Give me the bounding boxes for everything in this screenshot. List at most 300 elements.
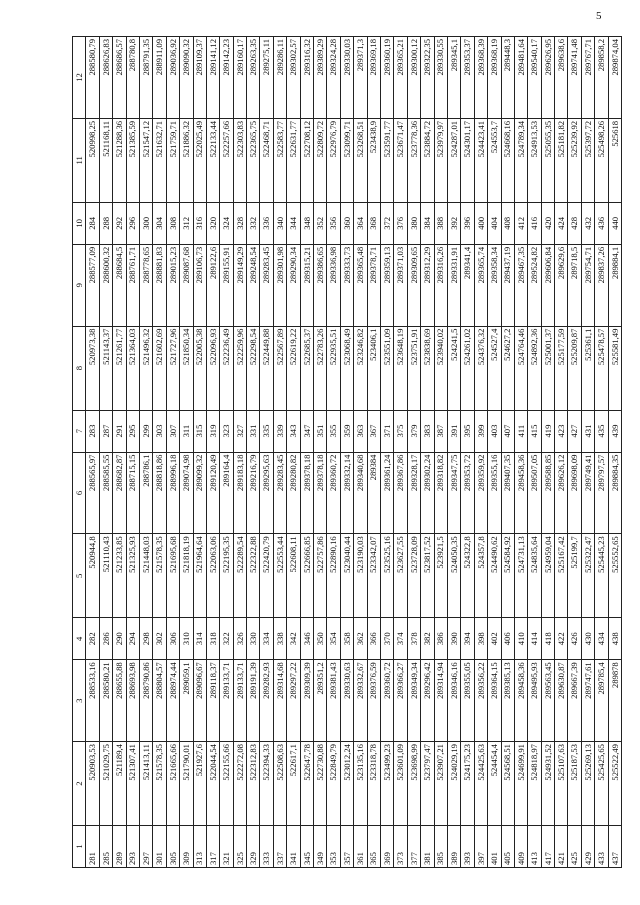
table-cell: 428 — [568, 202, 581, 244]
table-cell: 289315,21 — [300, 244, 313, 326]
table-cell: 524301,17 — [461, 118, 474, 202]
table-cell: 525055,35 — [541, 118, 554, 202]
table-row — [501, 37, 514, 868]
table-cell: 289360,19 — [380, 37, 393, 119]
table-cell: 317 — [206, 826, 219, 868]
table-cell: 521364,03 — [126, 326, 139, 410]
table-cell: 523551,09 — [380, 326, 393, 410]
table-cell: 291 — [113, 410, 126, 452]
table-cell: 288786,1 — [139, 452, 152, 534]
table-cell: 382 — [421, 618, 434, 660]
table-cell: 289280,82 — [287, 452, 300, 534]
table-cell: 369 — [380, 826, 393, 868]
table-cell: 417 — [541, 826, 554, 868]
table-cell: 336 — [260, 202, 273, 244]
page-number: 5 — [596, 10, 602, 22]
table-cell: 289120,49 — [206, 452, 219, 534]
table-cell: 288881,83 — [153, 244, 166, 326]
table-cell: 525209,87 — [568, 326, 581, 410]
table-cell: 289347,75 — [447, 452, 460, 534]
table-cell: 289122,6 — [206, 244, 219, 326]
table-cell: 316 — [193, 202, 206, 244]
table-cell: 523190,03 — [354, 534, 367, 618]
table-cell: 523525,16 — [380, 534, 393, 618]
table-cell: 525177,59 — [555, 326, 568, 410]
table-cell: 289353,37 — [461, 37, 474, 119]
table-cell: 341 — [287, 826, 300, 868]
table-cell: 521850,34 — [180, 326, 193, 410]
table-cell: 289322,35 — [421, 37, 434, 119]
table-cell: 521695,68 — [166, 534, 179, 618]
table-cell: 289359,13 — [380, 244, 393, 326]
table-cell: 523406,1 — [367, 326, 380, 410]
table-row — [340, 37, 353, 868]
table-cell: 525181,82 — [555, 118, 568, 202]
table-row — [407, 37, 420, 868]
table-cell: 289099,32 — [193, 452, 206, 534]
column-header: 1 — [73, 826, 86, 868]
table-cell: 521759,71 — [166, 118, 179, 202]
table-cell: 289626,12 — [555, 452, 568, 534]
table-cell: 524584,92 — [501, 534, 514, 618]
table-cell: 289328,17 — [407, 452, 420, 534]
table-header-row — [73, 37, 86, 868]
table-cell: 289160,17 — [233, 37, 246, 119]
table-cell: 521578,35 — [153, 534, 166, 618]
column-header: 12 — [73, 37, 86, 119]
table-cell: 289302,24 — [421, 452, 434, 534]
table-cell: 522935,51 — [327, 326, 340, 410]
table-cell: 520998,25 — [86, 118, 99, 202]
table-cell: 521110,43 — [99, 534, 112, 618]
table-cell: 524287,01 — [447, 118, 460, 202]
table-cell: 523438,9 — [367, 118, 380, 202]
table-cell: 408 — [501, 202, 514, 244]
table-cell: 524322,8 — [461, 534, 474, 618]
table-row — [139, 37, 152, 868]
table-cell: 521325,93 — [126, 534, 139, 618]
table-row — [447, 37, 460, 868]
table-cell: 521602,69 — [153, 326, 166, 410]
table-cell: 522303,83 — [233, 118, 246, 202]
table-cell: 525361,1 — [581, 326, 594, 410]
table-cell: 522155,66 — [220, 742, 233, 826]
table-cell: 289481,64 — [514, 37, 527, 119]
table-cell: 360 — [340, 202, 353, 244]
table-cell: 289332,67 — [354, 660, 367, 742]
table-cell: 403 — [488, 410, 501, 452]
table-row — [434, 37, 447, 868]
table-cell: 289365,74 — [474, 244, 487, 326]
table-cell: 521790,01 — [180, 742, 193, 826]
table-cell: 289385,13 — [501, 660, 514, 742]
table-cell: 289316,26 — [434, 244, 447, 326]
table-row — [555, 37, 568, 868]
table-cell: 404 — [488, 202, 501, 244]
table-cell: 525322,47 — [581, 534, 594, 618]
table-cell: 289507,05 — [528, 452, 541, 534]
column-header: 11 — [73, 118, 86, 202]
table-cell: 525269,13 — [581, 742, 594, 826]
table-cell: 522608,11 — [287, 534, 300, 618]
column-header: 5 — [73, 534, 86, 618]
table-cell: 288533,16 — [86, 660, 99, 742]
table-cell: 289015,23 — [166, 244, 179, 326]
table-cell: 289878 — [608, 660, 621, 742]
table-cell: 521886,32 — [180, 118, 193, 202]
table-cell: 339 — [273, 410, 286, 452]
table-cell: 289355,05 — [461, 660, 474, 742]
table-cell: 402 — [488, 618, 501, 660]
table-cell: 314 — [193, 618, 206, 660]
table-cell: 297 — [139, 826, 152, 868]
table-cell: 424 — [555, 202, 568, 244]
table-cell: 289309,39 — [300, 660, 313, 742]
table-cell: 289667,39 — [568, 660, 581, 742]
table-cell: 522195,35 — [220, 534, 233, 618]
table-cell: 282 — [86, 618, 99, 660]
table-cell: 289309,65 — [407, 244, 420, 326]
table-cell: 289330,63 — [340, 660, 353, 742]
table-cell: 289371,3 — [354, 37, 367, 119]
table-cell: 521927,6 — [193, 742, 206, 826]
column-header: 6 — [73, 452, 86, 534]
coordinates-table — [72, 36, 622, 868]
table-cell: 381 — [421, 826, 434, 868]
table-cell: 285 — [99, 826, 112, 868]
table-cell: 374 — [394, 618, 407, 660]
table-cell: 289407,35 — [501, 452, 514, 534]
table-cell: 525199,7 — [568, 534, 581, 618]
table-cell: 289874,04 — [608, 37, 621, 119]
table-row — [608, 37, 621, 868]
table-cell: 289345,1 — [447, 37, 460, 119]
table-cell: 288580,21 — [99, 660, 112, 742]
table-cell: 520944,8 — [86, 534, 99, 618]
table-cell: 337 — [273, 826, 286, 868]
table-cell: 522005,38 — [193, 326, 206, 410]
table-cell: 427 — [568, 410, 581, 452]
table-cell: 348 — [300, 202, 313, 244]
table-cell: 289302,57 — [287, 37, 300, 119]
table-cell: 288804,57 — [153, 660, 166, 742]
table-row — [474, 37, 487, 868]
table-cell: 289368,19 — [488, 37, 501, 119]
table-row — [421, 37, 434, 868]
table-cell: 289458,36 — [514, 452, 527, 534]
table-cell: 400 — [474, 202, 487, 244]
table-cell: 326 — [233, 618, 246, 660]
table-cell: 292 — [113, 202, 126, 244]
table-cell: 520903,53 — [86, 742, 99, 826]
table-cell: 301 — [153, 826, 166, 868]
table-row — [327, 37, 340, 868]
table-cell: 522809,72 — [314, 118, 327, 202]
table-cell: 289367,86 — [394, 452, 407, 534]
table-cell: 358 — [340, 618, 353, 660]
table-cell: 289364,15 — [488, 660, 501, 742]
table-cell: 521307,41 — [126, 742, 139, 826]
table-cell: 522063,06 — [206, 534, 219, 618]
table-cell: 289365,21 — [394, 37, 407, 119]
table-cell: 350 — [314, 618, 327, 660]
table-cell: 524668,16 — [501, 118, 514, 202]
table-cell: 315 — [193, 410, 206, 452]
table-cell: 524568,51 — [501, 742, 514, 826]
table-cell: 522617,1 — [287, 742, 300, 826]
table-cell: 289290,34 — [287, 244, 300, 326]
table-row — [461, 37, 474, 868]
table-cell: 290 — [113, 618, 126, 660]
table-row — [260, 37, 273, 868]
table-cell: 340 — [273, 202, 286, 244]
table-cell: 289096,67 — [193, 660, 206, 742]
table-cell: 522666,85 — [300, 534, 313, 618]
table-cell: 524454,4 — [488, 742, 501, 826]
table-cell: 338 — [273, 618, 286, 660]
table-cell: 331 — [247, 410, 260, 452]
table-row — [206, 37, 219, 868]
table-cell: 289371,03 — [394, 244, 407, 326]
table-cell: 523979,97 — [434, 118, 447, 202]
table-cell: 289368,39 — [474, 37, 487, 119]
table-cell: 289376,59 — [367, 660, 380, 742]
table-cell: 525552,65 — [608, 534, 621, 618]
table-cell: 289588,85 — [541, 452, 554, 534]
table-cell: 289884,35 — [608, 452, 621, 534]
table-cell: 304 — [153, 202, 166, 244]
table-cell: 321 — [220, 826, 233, 868]
table-cell: 334 — [260, 618, 273, 660]
table-cell: 352 — [314, 202, 327, 244]
table-cell: 361 — [354, 826, 367, 868]
table-cell: 288686,57 — [113, 37, 126, 119]
table-cell: 288565,97 — [86, 452, 99, 534]
table-cell: 289353,72 — [461, 452, 474, 534]
table-cell: 289316,32 — [300, 37, 313, 119]
table-cell: 522553,44 — [273, 534, 286, 618]
table-cell: 523268,51 — [354, 118, 367, 202]
table-cell: 303 — [153, 410, 166, 452]
table-cell: 367 — [367, 410, 380, 452]
table-cell: 289785,4 — [595, 660, 608, 742]
table-cell: 335 — [260, 410, 273, 452]
table-cell: 289324,28 — [327, 37, 340, 119]
table-cell: 523318,78 — [367, 742, 380, 826]
table-cell: 521168,11 — [99, 118, 112, 202]
table-cell: 523921,5 — [434, 534, 447, 618]
table-cell: 355 — [327, 410, 340, 452]
table-cell: 289297,22 — [287, 660, 300, 742]
table-cell: 328 — [233, 202, 246, 244]
table-cell: 399 — [474, 410, 487, 452]
table-cell: 293 — [126, 826, 139, 868]
table-cell: 288790,86 — [139, 660, 152, 742]
table-cell: 289754,71 — [581, 244, 594, 326]
table-cell: 524699,91 — [514, 742, 527, 826]
table-cell: 524553,7 — [488, 118, 501, 202]
table-cell: 289386,65 — [314, 244, 327, 326]
table-cell: 288715,15 — [126, 452, 139, 534]
table-cell: 289036,92 — [166, 37, 179, 119]
table-cell: 522289,54 — [233, 534, 246, 618]
table-cell: 289356,22 — [474, 660, 487, 742]
table-cell: 289378,18 — [314, 452, 327, 534]
table-cell: 289495,93 — [528, 660, 541, 742]
table-cell: 429 — [581, 826, 594, 868]
table-row — [394, 37, 407, 868]
table-cell: 415 — [528, 410, 541, 452]
table-cell: 524425,63 — [474, 742, 487, 826]
table-cell: 522272,08 — [233, 742, 246, 826]
table-cell: 320 — [206, 202, 219, 244]
table-cell: 525239,92 — [568, 118, 581, 202]
table-cell: 289884,1 — [608, 244, 621, 326]
table-cell: 289282,93 — [260, 660, 273, 742]
table-cell: 289141,12 — [206, 37, 219, 119]
table-cell: 523671,47 — [394, 118, 407, 202]
table-cell: 413 — [528, 826, 541, 868]
table-cell: 522394,33 — [260, 742, 273, 826]
table-cell: 289467,35 — [514, 244, 527, 326]
table-cell: 289630,87 — [555, 660, 568, 742]
table-cell: 431 — [581, 410, 594, 452]
rotated-table-frame — [72, 36, 620, 868]
table-cell: 302 — [153, 618, 166, 660]
table-row — [367, 37, 380, 868]
table-cell: 524261,02 — [461, 326, 474, 410]
table-cell: 289346,16 — [447, 660, 460, 742]
table-cell: 521413,11 — [139, 742, 152, 826]
table-cell: 289378,71 — [367, 244, 380, 326]
table-cell: 289164,4 — [220, 452, 233, 534]
table-cell: 289314,94 — [434, 660, 447, 742]
table-cell: 520973,38 — [86, 326, 99, 410]
table-cell: 289216,79 — [247, 452, 260, 534]
table-cell: 288974,44 — [166, 660, 179, 742]
table-cell: 523601,09 — [394, 742, 407, 826]
table-cell: 288 — [99, 202, 112, 244]
table-cell: 525397,72 — [581, 118, 594, 202]
table-cell: 525425,65 — [595, 742, 608, 826]
table-cell: 289741,48 — [568, 37, 581, 119]
table-cell: 288577,09 — [86, 244, 99, 326]
table-cell: 425 — [568, 826, 581, 868]
table-cell: 398 — [474, 618, 487, 660]
table-cell: 525107,63 — [555, 742, 568, 826]
table-cell: 390 — [447, 618, 460, 660]
table-cell: 289300,12 — [407, 37, 420, 119]
table-cell: 318 — [206, 618, 219, 660]
table-cell: 521385,59 — [126, 118, 139, 202]
table-cell: 409 — [514, 826, 527, 868]
table-cell: 283 — [86, 410, 99, 452]
table-cell: 289458,36 — [514, 660, 527, 742]
column-header: 7 — [73, 410, 86, 452]
table-row — [273, 37, 286, 868]
table-cell: 525445,23 — [595, 534, 608, 618]
table-cell: 407 — [501, 410, 514, 452]
table-cell: 521578,35 — [153, 742, 166, 826]
table-cell: 332 — [247, 202, 260, 244]
table-cell: 378 — [407, 618, 420, 660]
table-cell: 379 — [407, 410, 420, 452]
table-cell: 523728,09 — [407, 534, 420, 618]
table-cell: 370 — [380, 618, 393, 660]
table-cell: 289747,61 — [581, 660, 594, 742]
table-cell: 289332,14 — [340, 452, 353, 534]
table-cell: 371 — [380, 410, 393, 452]
table-cell: 393 — [461, 826, 474, 868]
table-cell: 522783,26 — [314, 326, 327, 410]
table-cell: 345 — [300, 826, 313, 868]
table-cell: 523698,99 — [407, 742, 420, 826]
table-cell: 437 — [608, 826, 621, 868]
table-cell: 522365,75 — [247, 118, 260, 202]
table-row — [126, 37, 139, 868]
table-cell: 523068,49 — [340, 326, 353, 410]
table-cell: 414 — [528, 618, 541, 660]
table-cell: 288911,09 — [153, 37, 166, 119]
table-cell: 522312,83 — [247, 742, 260, 826]
table-cell: 523135,16 — [354, 742, 367, 826]
table-cell: 422 — [555, 618, 568, 660]
table-cell: 419 — [541, 410, 554, 452]
table-cell: 522647,78 — [300, 742, 313, 826]
table-cell: 438 — [608, 618, 621, 660]
table-cell: 289638,6 — [555, 37, 568, 119]
table-row — [314, 37, 327, 868]
table-cell: 305 — [166, 826, 179, 868]
table-cell: 521818,19 — [180, 534, 193, 618]
table-cell: 521964,64 — [193, 534, 206, 618]
table-cell: 289626,95 — [541, 37, 554, 119]
table-cell: 524764,46 — [514, 326, 527, 410]
table-cell: 524931,52 — [541, 742, 554, 826]
table-cell: 347 — [300, 410, 313, 452]
table-cell: 372 — [380, 202, 393, 244]
table-cell: 522730,88 — [314, 742, 327, 826]
table-cell: 433 — [595, 826, 608, 868]
table-cell: 288626,83 — [99, 37, 112, 119]
table-cell: 523884,72 — [421, 118, 434, 202]
table-cell: 521189,4 — [113, 742, 126, 826]
table-cell: 288655,88 — [113, 660, 126, 742]
table-cell: 289336,98 — [327, 244, 340, 326]
table-cell: 389 — [447, 826, 460, 868]
column-header: 4 — [73, 618, 86, 660]
table-cell: 288585,55 — [99, 452, 112, 534]
table-cell: 289858,2 — [595, 37, 608, 119]
table-cell: 523817,52 — [421, 534, 434, 618]
table-cell: 522449,88 — [260, 326, 273, 410]
table-cell: 373 — [394, 826, 407, 868]
table-cell: 319 — [206, 410, 219, 452]
table-cell: 289295,63 — [260, 452, 273, 534]
table-cell: 522976,79 — [327, 118, 340, 202]
table-cell: 289837,26 — [595, 244, 608, 326]
table-cell: 523797,47 — [421, 742, 434, 826]
table-cell: 289090,32 — [180, 37, 193, 119]
table-cell: 299 — [139, 410, 152, 452]
table-cell: 523499,23 — [380, 742, 393, 826]
table-cell: 356 — [327, 202, 340, 244]
table-cell: 322 — [220, 618, 233, 660]
table-cell: 289087,68 — [180, 244, 193, 326]
table-cell: 522468,71 — [260, 118, 273, 202]
table-cell: 330 — [247, 618, 260, 660]
table-cell: 289360,72 — [380, 660, 393, 742]
